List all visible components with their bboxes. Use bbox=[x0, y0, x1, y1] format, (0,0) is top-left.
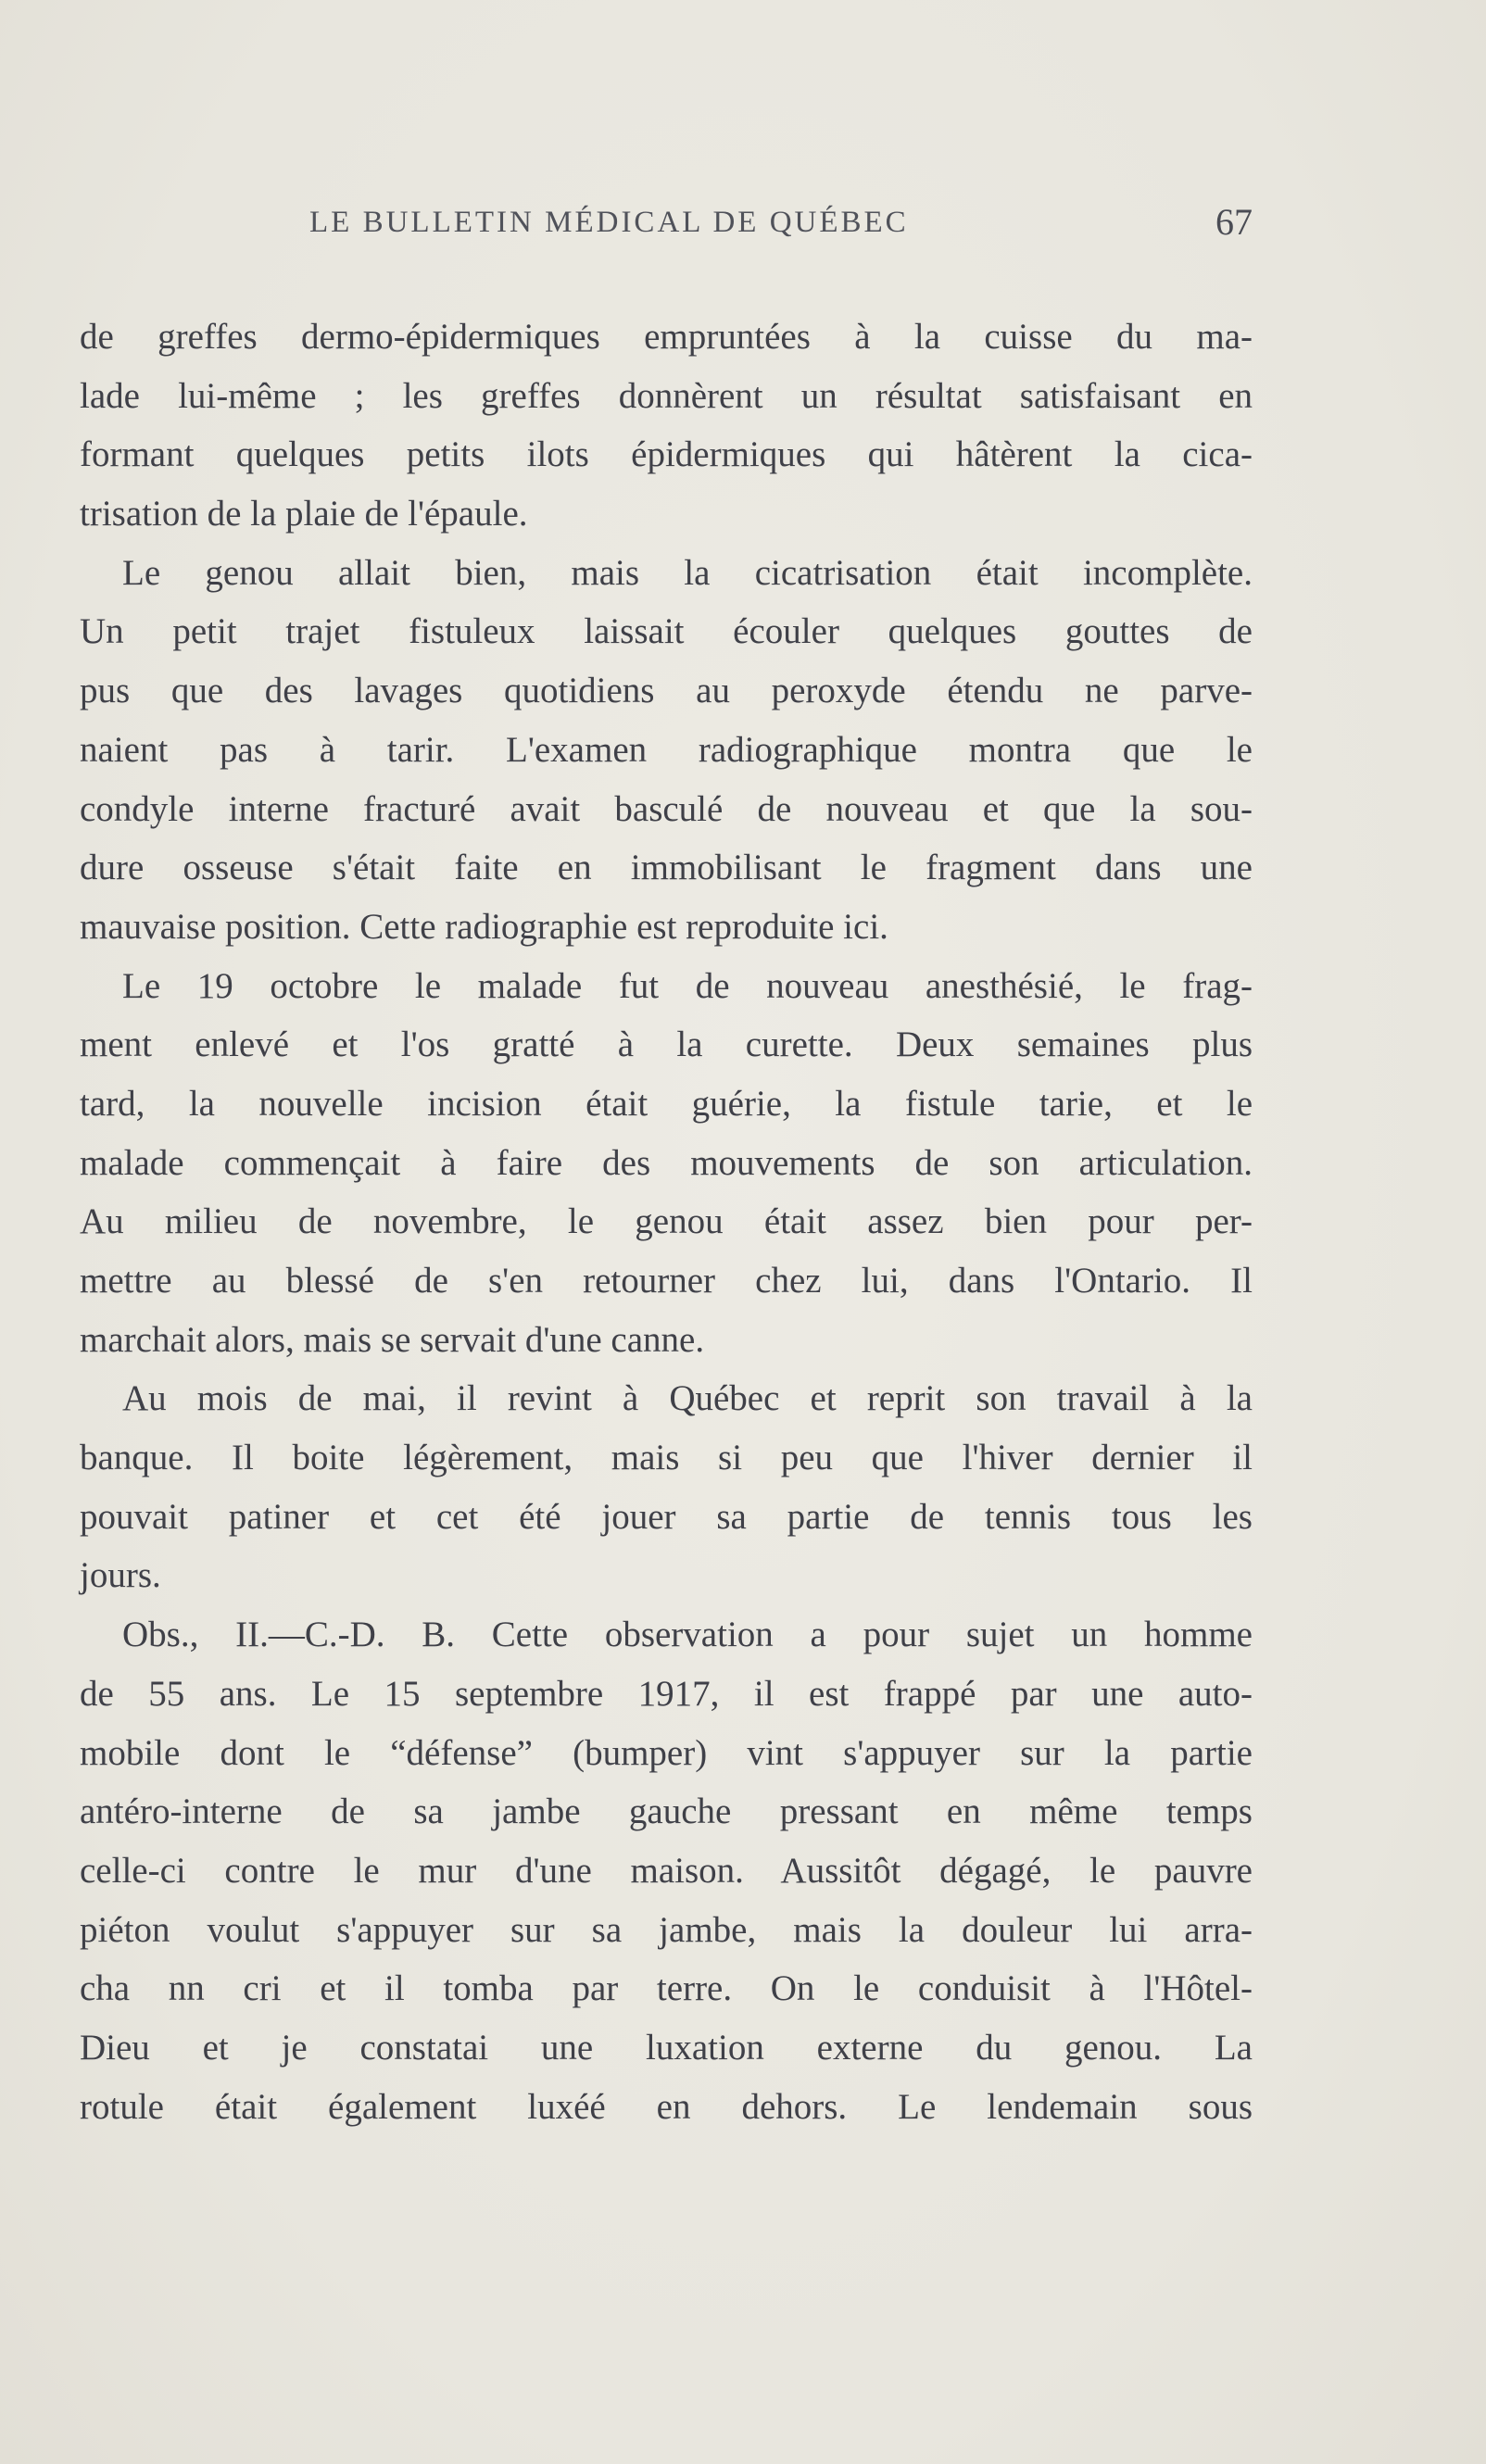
text-line: lade lui-même ; les greffes donnèrent un résultat satisfaisant en bbox=[80, 375, 1253, 416]
text-line: pouvait patiner et cet été jouer sa partie de tennis tous les bbox=[80, 1496, 1253, 1537]
text-line: banque. Il boite légèrement, mais si peu que l'hiver dernier il bbox=[80, 1438, 1253, 1478]
text-line: condyle interne fracturé avait basculé de nouveau et que la sou- bbox=[80, 788, 1253, 829]
text-line: celle-ci contre le mur d'une maison. Aussitôt dégagé, le pauvre bbox=[80, 1850, 1253, 1891]
text-line: mettre au blessé de s'en retourner chez lui, dans l'Ontario. Il bbox=[80, 1261, 1253, 1301]
running-title: LE BULLETIN MÉDICAL DE QUÉBEC bbox=[309, 206, 909, 239]
text-line: Dieu et je constatai une luxation externe du genou. La bbox=[80, 2027, 1253, 2068]
paragraph-start-line: Obs., II.—C.-D. B. Cette observation a pour sujet un homme bbox=[122, 1615, 1253, 1655]
page-number: 67 bbox=[1215, 201, 1253, 243]
paragraph-start-line: Le genou allait bien, mais la cicatrisation était incomplète. bbox=[122, 552, 1253, 593]
text-line: pus que des lavages quotidiens au peroxyde étendu ne parve- bbox=[80, 671, 1253, 711]
text-line: de greffes dermo-épidermiques empruntées à la cuisse du ma- bbox=[80, 317, 1253, 357]
text-line: jours. bbox=[80, 1555, 161, 1596]
text-line: piéton voulut s'appuyer sur sa jambe, mais la douleur lui arra- bbox=[80, 1909, 1253, 1950]
text-line: rotule était également luxéé en dehors. Le lendemain sous bbox=[80, 2086, 1253, 2127]
text-line: trisation de la plaie de l'épaule. bbox=[80, 494, 528, 534]
text-line: marchait alors, mais se servait d'une canne. bbox=[80, 1319, 705, 1360]
body-text bbox=[80, 308, 1253, 2136]
text-line: de 55 ans. Le 15 septembre 1917, il est frappé par une auto- bbox=[80, 1673, 1253, 1714]
text-line: mauvaise position. Cette radiographie est reproduite ici. bbox=[80, 906, 888, 947]
text-line: tard, la nouvelle incision était guérie, la fistule tarie, et le bbox=[80, 1083, 1253, 1124]
running-header bbox=[80, 201, 1253, 252]
text-line: malade commençait à faire des mouvements de son articulation. bbox=[80, 1142, 1253, 1183]
text-line: Au milieu de novembre, le genou était assez bien pour per- bbox=[80, 1201, 1253, 1242]
paragraph-start-line: Au mois de mai, il revint à Québec et reprit son travail à la bbox=[122, 1378, 1253, 1419]
text-line: antéro-interne de sa jambe gauche pressant en même temps bbox=[80, 1791, 1253, 1832]
text-line: naient pas à tarir. L'examen radiographique montra que le bbox=[80, 729, 1253, 770]
text-line: dure osseuse s'était faite en immobilisant le fragment dans une bbox=[80, 848, 1253, 888]
text-line: ment enlevé et l'os gratté à la curette. Deux semaines plus bbox=[80, 1025, 1253, 1065]
text-line: Un petit trajet fistuleux laissait écouler quelques gouttes de bbox=[80, 611, 1253, 652]
text-line: mobile dont le “défense” (bumper) vint s'appuyer sur la partie bbox=[80, 1732, 1253, 1773]
text-line: cha nn cri et il tomba par terre. On le conduisit à l'Hôtel- bbox=[80, 1968, 1253, 2009]
paragraph-start-line: Le 19 octobre le malade fut de nouveau anesthésié, le frag- bbox=[122, 965, 1253, 1006]
text-line: formant quelques petits ilots épidermiques qui hâtèrent la cica- bbox=[80, 434, 1253, 475]
